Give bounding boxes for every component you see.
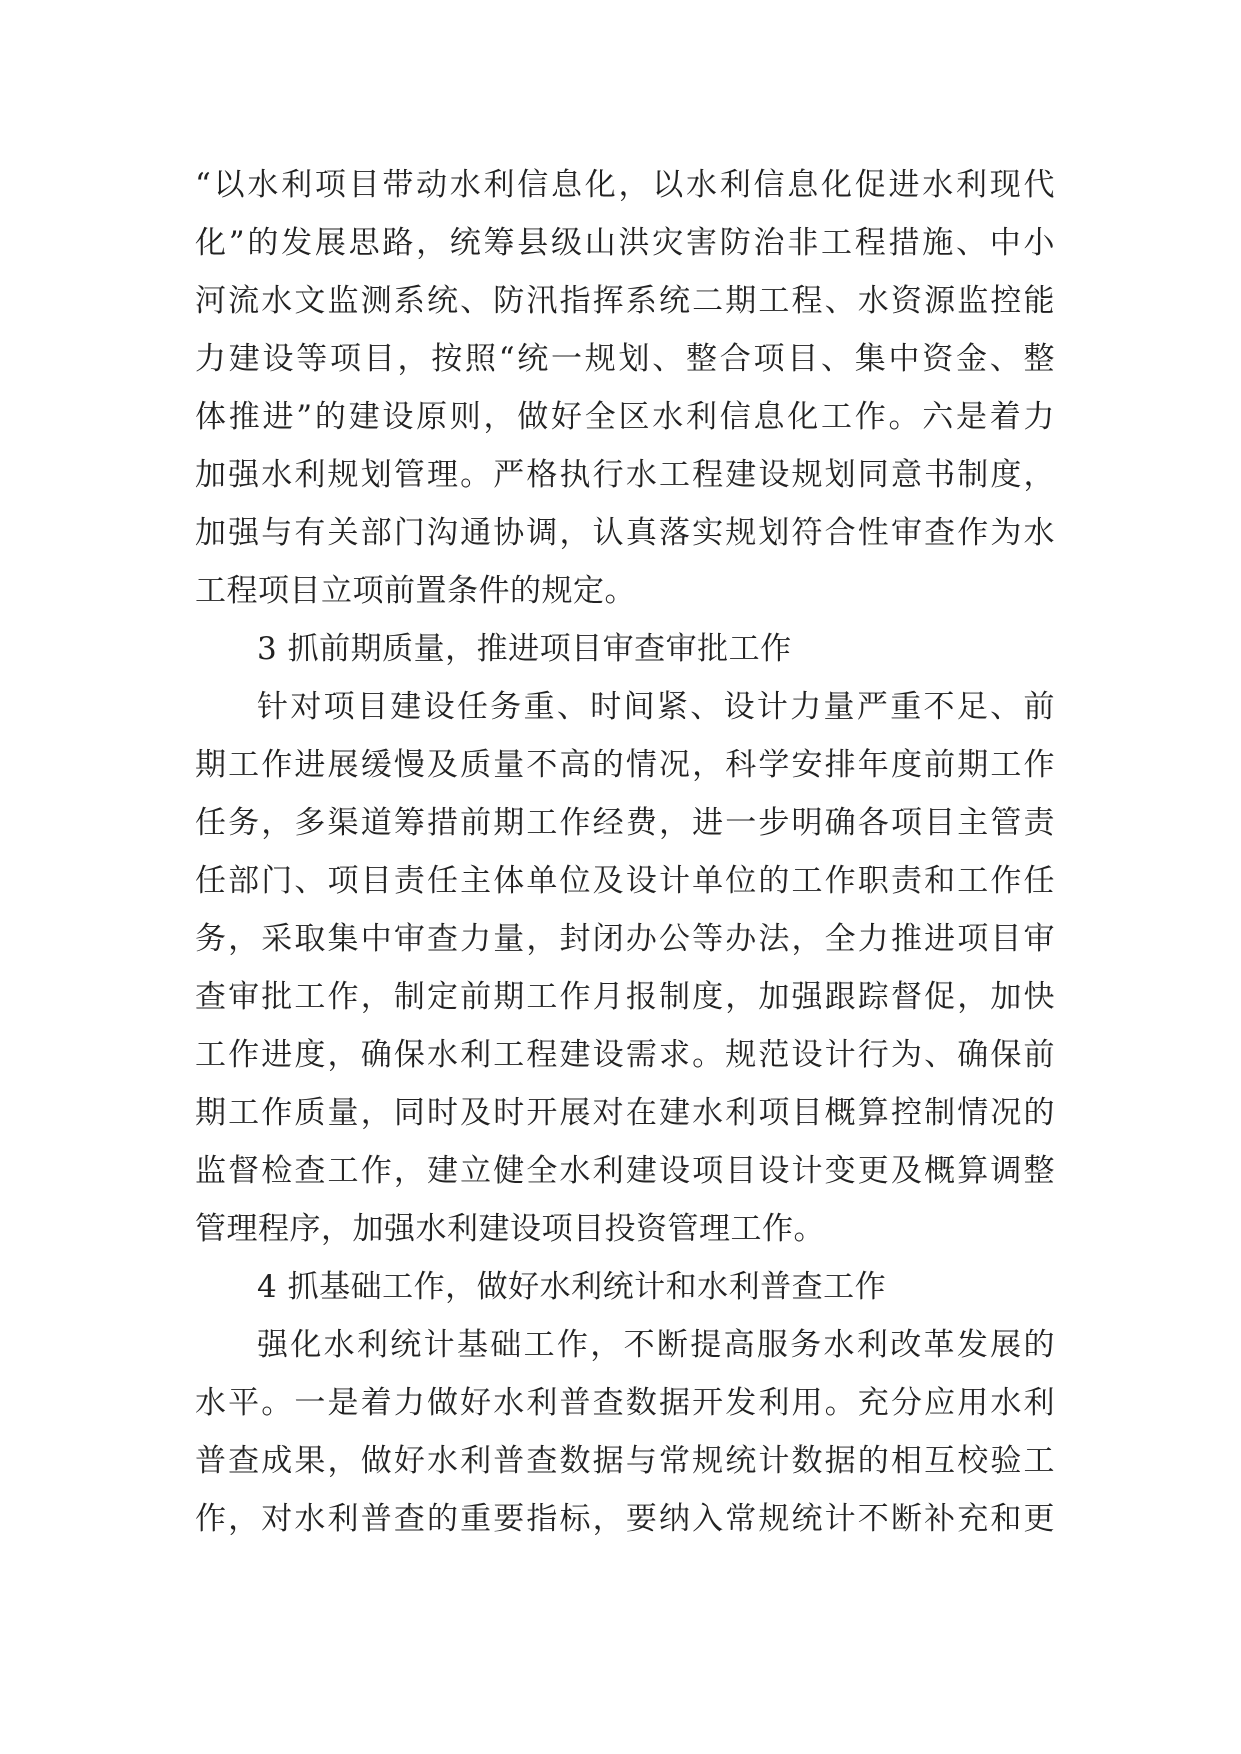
text-line: 查审批工作，制定前期工作月报制度，加强跟踪督促，加快 (195, 979, 1055, 1015)
text-line: 体推进”的建设原则，做好全区水利信息化工作。六是着力 (195, 399, 1055, 435)
text-line: 工程项目立项前置条件的规定。 (195, 573, 636, 609)
text-line: 工作进度，确保水利工程建设需求。规范设计行为、确保前 (195, 1037, 1055, 1073)
text-line: 任务，多渠道筹措前期工作经费，进一步明确各项目主管责 (195, 805, 1055, 841)
body-text (195, 156, 1055, 1548)
text-line: 任部门、项目责任主体单位及设计单位的工作职责和工作任 (195, 863, 1055, 899)
text-line: “以水利项目带动水利信息化，以水利信息化促进水利现代 (195, 167, 1055, 203)
text-line: 加强水利规划管理。严格执行水工程建设规划同意书制度， (195, 457, 1055, 493)
text-line: 水平。一是着力做好水利普查数据开发利用。充分应用水利 (195, 1385, 1055, 1421)
text-line: 力建设等项目，按照“统一规划、整合项目、集中资金、整 (195, 341, 1055, 377)
text-line: 管理程序，加强水利建设项目投资管理工作。 (195, 1211, 825, 1247)
text-line: 普查成果，做好水利普查数据与常规统计数据的相互校验工 (195, 1443, 1055, 1479)
text-line: 河流水文监测系统、防汛指挥系统二期工程、水资源监控能 (195, 283, 1055, 319)
section-heading: 4 抓基础工作，做好水利统计和水利普查工作 (257, 1269, 887, 1305)
text-line: 加强与有关部门沟通协调，认真落实规划符合性审查作为水 (195, 515, 1055, 551)
section-heading: 3 抓前期质量，推进项目审查审批工作 (257, 631, 792, 667)
text-line: 期工作质量，同时及时开展对在建水利项目概算控制情况的 (195, 1095, 1055, 1131)
text-line: 强化水利统计基础工作，不断提高服务水利改革发展的 (257, 1327, 1055, 1363)
text-line: 针对项目建设任务重、时间紧、设计力量严重不足、前 (257, 689, 1055, 725)
text-line: 务，采取集中审查力量，封闭办公等办法，全力推进项目审 (195, 921, 1055, 957)
text-line: 作，对水利普查的重要指标，要纳入常规统计不断补充和更 (195, 1501, 1055, 1537)
text-line: 期工作进展缓慢及质量不高的情况，科学安排年度前期工作 (195, 747, 1055, 783)
text-line: 监督检查工作，建立健全水利建设项目设计变更及概算调整 (195, 1153, 1055, 1189)
text-line: 化”的发展思路，统筹县级山洪灾害防治非工程措施、中小 (195, 225, 1055, 261)
